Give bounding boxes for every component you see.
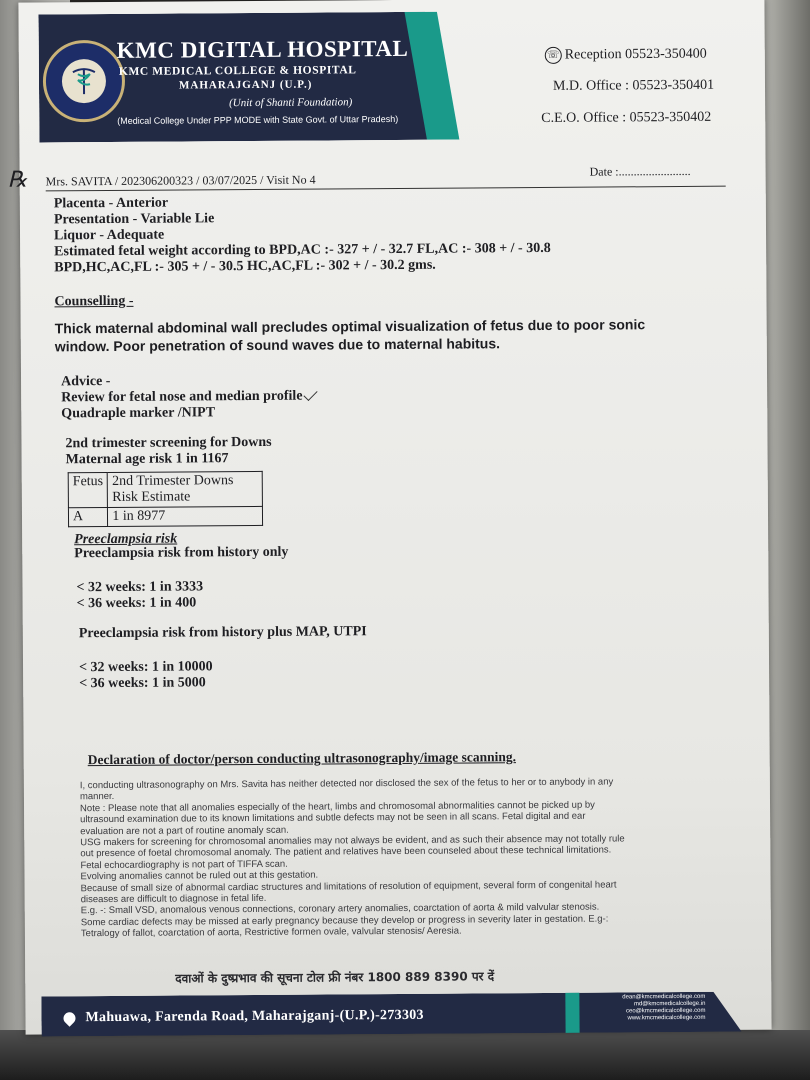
- declaration-line: diseases are difficult to diagnose in fetal life.: [80, 892, 267, 906]
- declaration-line: E.g. -: Small VSD, anomalous venous connections, coronary artery anomalies, coarctation of aorta & mild valvular stenosis.: [80, 902, 600, 917]
- website: www.kmcmedicalcollege.com: [627, 1014, 706, 1022]
- plus-32-weeks: < 32 weeks: 1 in 10000: [78, 659, 213, 676]
- fetus-cell: A: [68, 508, 107, 527]
- toll-free-notice: दवाओं के दुष्प्रभाव की सूचना टोल फ्री नंबर 1800 889 8390 पर दें: [175, 969, 495, 986]
- col-risk-header: 2nd Trimester Downs Risk Estimate: [108, 471, 263, 507]
- mode-text: (Medical College Under PPP MODE with State Govt. of Uttar Pradesh): [117, 113, 399, 126]
- table-row: [68, 506, 262, 526]
- email-dean: dean@kmcmedicalcollege.com: [622, 993, 706, 1001]
- ceo-office-contact: C.E.O. Office : 05523-350402: [541, 109, 712, 126]
- caduceus-icon: [62, 59, 106, 103]
- history-36-weeks: < 36 weeks: 1 in 400: [76, 595, 197, 612]
- declaration-body: [80, 776, 731, 940]
- unit-text: (Unit of Shanti Foundation): [229, 96, 353, 110]
- footer-contacts: [585, 994, 705, 1023]
- declaration-line: I, conducting ultrasonography on Mrs. Savita has neither detected nor disclosed the sex of the fetus to her or to anybody in any: [79, 776, 614, 792]
- declaration-line: Tetralogy of fallot, coarctation of aorta, Restrictive formen ovale, valvular stenosis/ Aeresia.: [80, 925, 462, 940]
- background-bottom: [0, 1030, 810, 1080]
- hospital-logo: [43, 40, 126, 123]
- downs-risk-table: [68, 471, 264, 527]
- advice-item-1: Review for fetal nose and median profile: [61, 389, 319, 407]
- counselling-line-1: Thick maternal abdominal wall precludes optimal visualization of fetus due to poor sonic: [54, 316, 646, 337]
- placenta-text: Placenta - Anterior: [53, 195, 169, 212]
- efw-line-1: Estimated fetal weight according to BPD,AC :- 327 + / - 32.7 FL,AC :- 308 + / - 30.8: [54, 240, 551, 260]
- advice-heading: Advice -: [61, 373, 111, 390]
- downs-heading: 2nd trimester screening for Downs: [65, 434, 272, 452]
- email-md: md@kmcmedicalcollege.in: [633, 1000, 706, 1008]
- reception-contact: ☏ Reception 05523-350400: [545, 46, 707, 64]
- declaration-line: ultrasound examination due to its known limitations and subtle defects may not be seen in all scans. Fetal digital and ear: [80, 810, 586, 826]
- declaration-line: out presence of foetal chromosomal anomaly. The patient and relatives have been counseled about these technical limitations.: [80, 844, 612, 860]
- plus-36-weeks: < 36 weeks: 1 in 5000: [79, 675, 206, 692]
- counselling-heading: Counselling -: [54, 293, 134, 310]
- city-name: MAHARAJGANJ (U.P.): [178, 78, 313, 92]
- declaration-line: Evolving anomalies cannot be ruled out at this gestation.: [80, 869, 319, 883]
- efw-line-2: BPD,HC,AC,FL :- 305 + / - 30.5 HC,AC,FL :- 302 + / - 30.2 gms.: [54, 257, 436, 276]
- declaration-line: Because of small size of abnormal cardiac structures and limitations of resolution of equipment, several form of congenital heart: [80, 879, 617, 894]
- declaration-line: Note : Please note that all anomalies especially of the heart, limbs and chromosomal abnormalities cannot be picked up by: [79, 799, 595, 815]
- presentation-text: Presentation - Variable Lie: [53, 211, 215, 228]
- liquor-text: Liquor - Adequate: [53, 227, 165, 244]
- declaration-line: Some cardiac defects may be missed at early pregnancy because they develop or progress in severity later in gestation. E.g-:: [80, 913, 609, 929]
- patient-line: Mrs. SAVITA / 202306200323 / 03/07/2025 / Visit No 4: [45, 172, 316, 189]
- report-sheet: [7, 0, 771, 1035]
- maternal-age-risk: Maternal age risk 1 in 1167: [65, 451, 229, 468]
- history-32-weeks: < 32 weeks: 1 in 3333: [76, 579, 204, 596]
- history-only-heading: Preeclampsia risk from history only: [74, 544, 289, 562]
- table-row: [68, 471, 263, 507]
- risk-cell: 1 in 8977: [108, 506, 263, 526]
- declaration-heading: Declaration of doctor/person conducting ultrasonography/image scanning.: [87, 749, 517, 768]
- phone-icon: ☏: [545, 47, 562, 64]
- col-fetus-header: Fetus: [68, 473, 108, 508]
- preeclampsia-heading: Preeclampsia risk: [74, 531, 178, 548]
- md-office-contact: M.D. Office : 05523-350401: [552, 77, 715, 94]
- declaration-line: manner.: [79, 791, 115, 803]
- college-name: KMC MEDICAL COLLEGE & HOSPITAL: [118, 64, 357, 78]
- email-ceo: ceo@kmcmedicalcollege.com: [625, 1007, 706, 1015]
- footer-accent: [565, 993, 579, 1033]
- declaration-line: evaluation are not a part of routine anomaly scan.: [80, 824, 289, 837]
- hospital-name: KMC DIGITAL HOSPITAL: [116, 35, 409, 63]
- tick-icon: [304, 387, 318, 401]
- date-label: Date :........................: [589, 163, 691, 179]
- advice-item-2: Quadraple marker /NIPT: [61, 405, 216, 422]
- rx-icon: ℞: [7, 166, 28, 192]
- history-plus-heading: Preeclampsia risk from history plus MAP, UTPI: [78, 624, 367, 642]
- counselling-line-2: window. Poor penetration of sound waves due to maternal habitus.: [54, 335, 501, 355]
- footer-address: Mahuawa, Farenda Road, Maharajganj-(U.P.)-273303: [85, 1007, 424, 1026]
- declaration-line: USG makers for screening for chromosomal anomalies may not always be evident, and as such their absence may not totally rule: [80, 833, 625, 849]
- declaration-line: Fetal echocardiography is not part of TIFFA scan.: [80, 858, 288, 872]
